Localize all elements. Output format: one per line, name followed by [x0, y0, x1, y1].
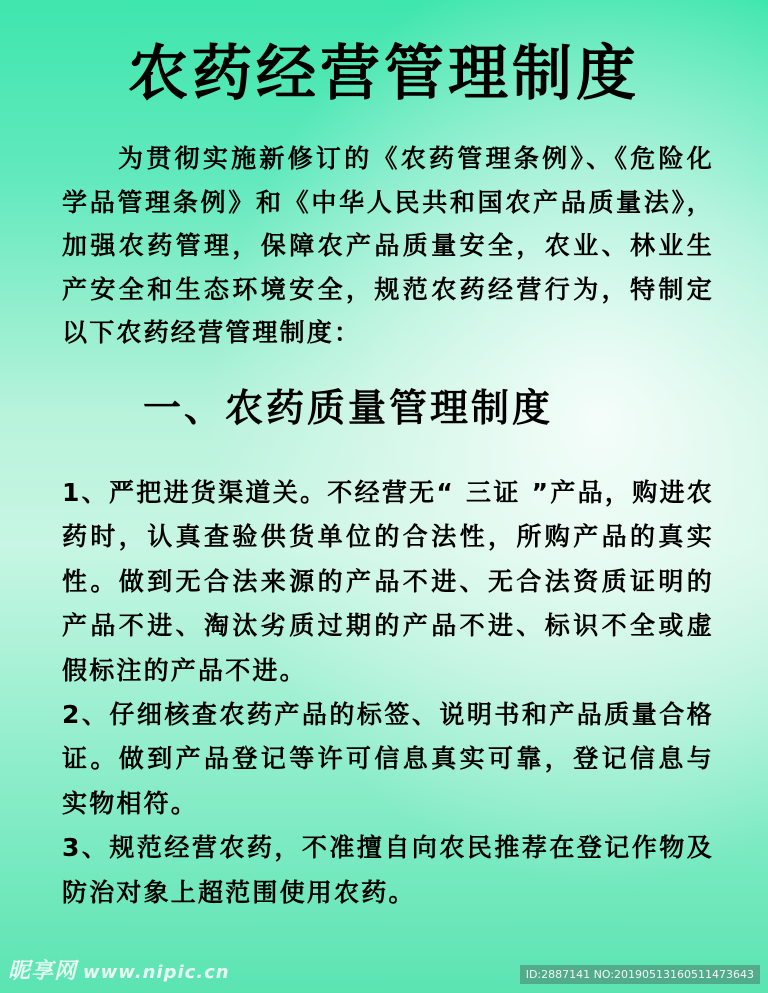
watermark-logo — [8, 954, 230, 985]
watermark-footer — [0, 957, 768, 993]
rules-list — [62, 471, 714, 915]
rule-item-2: 2、仔细核查农药产品的标签、说明书和产品质量合格证。做到产品登记等许可信息真实可靠，登记信息与实物相符。 — [62, 700, 714, 818]
intro-paragraph: 为贯彻实施新修订的《农药管理条例》、《危险化学品管理条例》和《中华人民共和国农产品质量法》，加强农药管理，保障农产品质量安全，农业、林业生产安全和生态环境安全，规范农药经营行为，特制定以下农药经营管理制度： — [62, 144, 714, 347]
page-title: 农药经营管理制度 — [128, 39, 640, 109]
section-heading: 一、农药质量管理制度 — [143, 386, 554, 430]
watermark-id-badge: ID:2887141 NO:20190513160511473643 — [520, 965, 760, 984]
watermark-site-text: www.nipic.cn — [83, 962, 230, 983]
rule-item-1: 1、严把进货渠道关。不经营无“ 三证 ”产品，购进农药时，认真查验供货单位的合法性，所购产品的真实性。做到无合法来源的产品不进、无合法资质证明的产品不进、淘汰劣质过期的产品不进、标识不全或虚假标注的产品不进。 — [62, 478, 714, 685]
rule-item-3: 3、规范经营农药，不准擅自向农民推荐在登记作物及防治对象上超范围使用农药。 — [62, 833, 714, 907]
watermark-brand-text: 昵享网 — [8, 959, 78, 984]
